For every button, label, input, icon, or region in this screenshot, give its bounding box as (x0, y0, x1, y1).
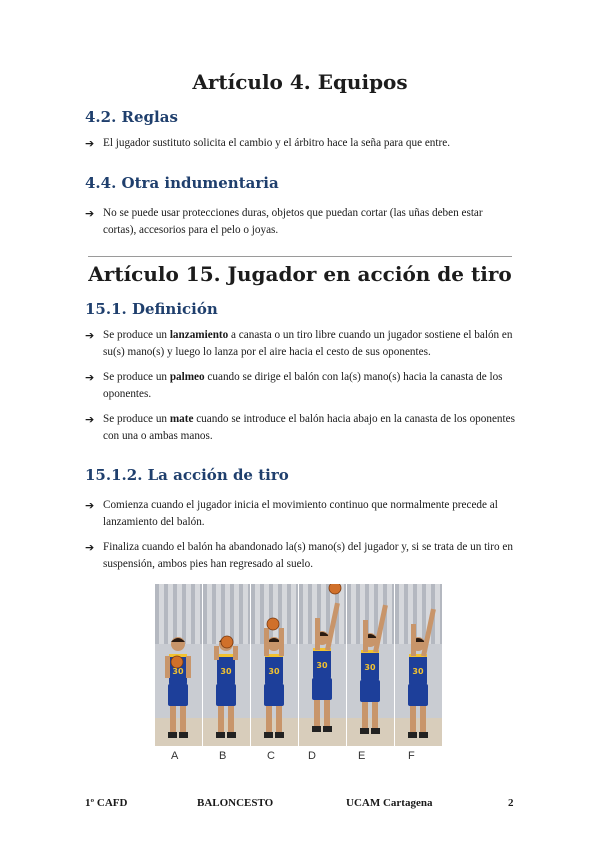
frame-label-c: C (267, 750, 275, 762)
bullet-4-4-1 (85, 205, 515, 239)
bullet-15-1-2 (85, 369, 515, 403)
bullet-15-1-3 (85, 411, 515, 445)
section-divider (88, 256, 512, 257)
arrow-bullet-icon: ➔ (85, 413, 95, 426)
bold-term-palmeo: palmeo (169, 371, 205, 383)
bullet-15-1-1 (85, 327, 515, 361)
frame-label-f: F (408, 750, 415, 762)
shooting-sequence-image (155, 584, 445, 746)
frame-label-e: E (358, 750, 366, 762)
jersey-number: 30 (172, 667, 184, 676)
bullet-4-2-1 (85, 135, 515, 152)
player-figure (203, 584, 250, 746)
bullet-15-1-2-1 (85, 497, 515, 531)
sequence-frame (251, 584, 298, 746)
player-figure (155, 584, 202, 746)
jersey-number: 30 (412, 667, 424, 676)
bullet-15-1-2-2 (85, 539, 515, 573)
sequence-labels (155, 750, 445, 764)
player-figure (299, 584, 346, 746)
arrow-bullet-icon: ➔ (85, 499, 95, 512)
section-4-4-heading: 4.4. Otra indumentaria (85, 174, 279, 192)
arrow-bullet-icon: ➔ (85, 207, 95, 220)
footer-page-number: 2 (508, 797, 514, 809)
arrow-bullet-icon: ➔ (85, 541, 95, 554)
frame-label-d: D (308, 750, 316, 762)
bullet-text: El jugador sustituto solicita el cambio y el árbitro hace la seña para que entre. (103, 137, 450, 149)
jersey-number: 30 (268, 667, 280, 676)
section-15-1-2-heading: 15.1.2. La acción de tiro (85, 466, 289, 484)
frame-label-a: A (171, 750, 179, 762)
sequence-frame (299, 584, 346, 746)
bullet-text: No se puede usar protecciones duras, objetos que puedan cortar (las uñas deben estar cortas), accesorios para el pelo o joyas. (103, 207, 483, 236)
bullet-text: Se produce un palmeo cuando se dirige el balón con la(s) mano(s) hacia la canasta de los oponentes. (103, 371, 503, 400)
player-figure (395, 584, 442, 746)
footer-course: 1º CAFD (85, 797, 128, 809)
bullet-text: Se produce un lanzamiento a canasta o un tiro libre cuando un jugador sostiene el balón en su(s) mano(s) y luego lo lanza por el aire hacia el cesto de sus oponentes. (103, 329, 513, 358)
jersey-number: 30 (316, 661, 328, 670)
bullet-text: Se produce un mate cuando se introduce el balón hacia abajo en la canasta de los oponentes con una o ambas manos. (103, 413, 515, 442)
section-15-1-heading: 15.1. Definición (85, 300, 218, 318)
footer-subject: BALONCESTO (197, 797, 274, 809)
player-figure (251, 584, 298, 746)
jersey-number: 30 (220, 667, 232, 676)
article-4-title: Artículo 4. Equipos (192, 70, 408, 94)
arrow-bullet-icon: ➔ (85, 329, 95, 342)
section-4-2-heading: 4.2. Reglas (85, 108, 178, 126)
arrow-bullet-icon: ➔ (85, 137, 95, 150)
bullet-text: Comienza cuando el jugador inicia el movimiento continuo que normalmente precede al lanzamiento del balón. (103, 499, 498, 528)
footer-institution: UCAM Cartagena (346, 797, 433, 809)
sequence-frame (395, 584, 442, 746)
arrow-bullet-icon: ➔ (85, 371, 95, 384)
sequence-frame (347, 584, 394, 746)
article-15-title: Artículo 15. Jugador en acción de tiro (88, 262, 512, 286)
sequence-frame (203, 584, 250, 746)
sequence-frame (155, 584, 202, 746)
player-figure (347, 584, 394, 746)
jersey-number: 30 (364, 663, 376, 672)
bullet-text: Finaliza cuando el balón ha abandonado la(s) mano(s) del jugador y, si se trata de un tiro en suspensión, ambos pies han regresado al suelo. (103, 541, 513, 570)
frame-label-b: B (219, 750, 227, 762)
bold-term-mate: mate (169, 413, 194, 425)
bold-term-lanzamiento: lanzamiento (169, 329, 229, 341)
